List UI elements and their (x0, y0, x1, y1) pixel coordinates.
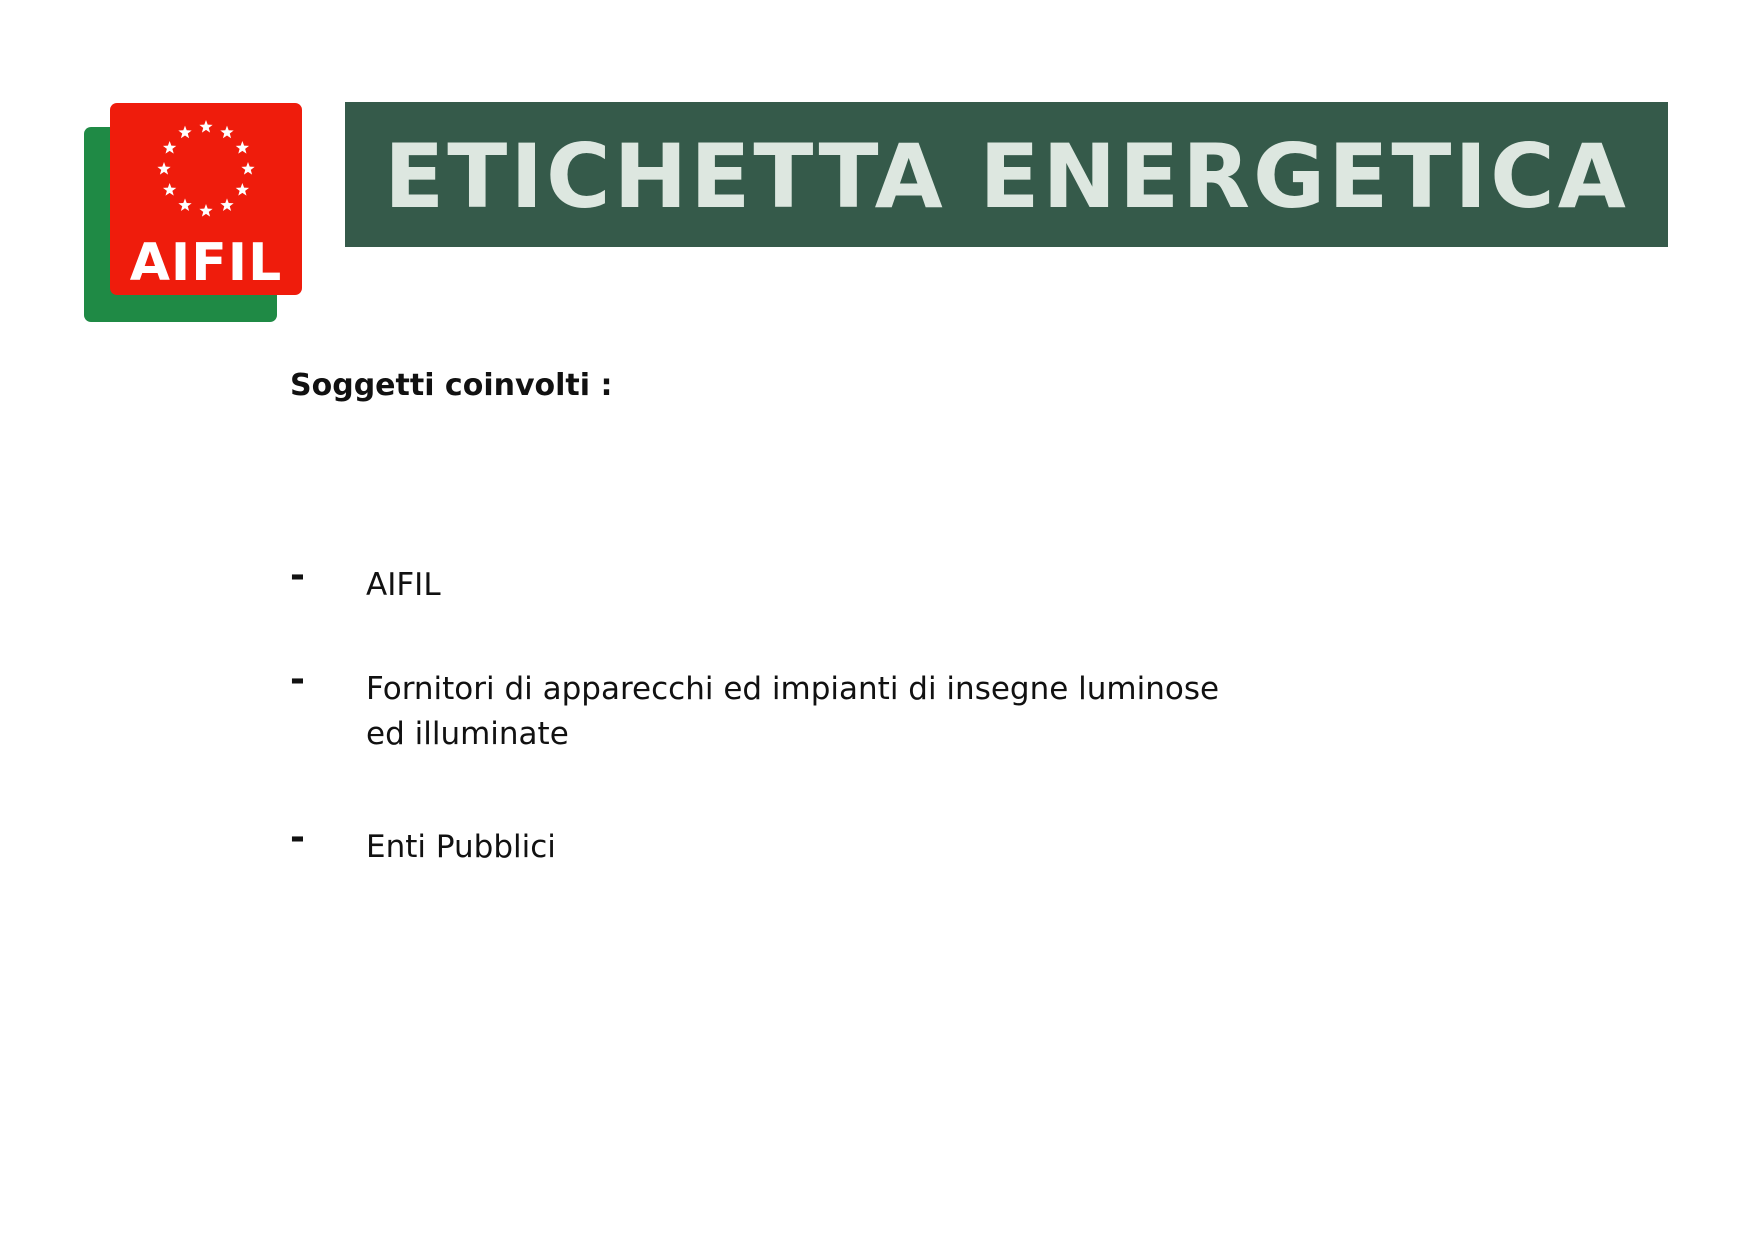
star-icon (241, 162, 254, 175)
eu-stars-icon (110, 103, 302, 295)
list-item-text: Fornitori di apparecchi ed impianti di insegne luminose ed illuminate (366, 671, 1220, 752)
logo-wordmark: AIFIL (129, 233, 283, 293)
star-icon (157, 162, 170, 175)
list-bullet: - (290, 555, 305, 596)
list-item-text: Enti Pubblici (366, 829, 556, 865)
logo-red-plate (110, 103, 302, 295)
star-icon (178, 126, 191, 139)
star-icon (220, 126, 233, 139)
star-icon (163, 183, 176, 196)
list-bullet: - (290, 659, 305, 700)
star-icon (220, 198, 233, 211)
star-icon (199, 204, 212, 217)
section-heading: Soggetti coinvolti : (290, 368, 613, 403)
title-banner (345, 102, 1668, 247)
star-icon (178, 198, 191, 211)
star-icon (236, 141, 249, 154)
banner-title: ETICHETTA ENERGETICA (384, 124, 1629, 228)
star-icon (199, 120, 212, 133)
list-bullet: - (290, 817, 305, 858)
aifil-logo (84, 103, 302, 321)
list-item-text: AIFIL (366, 567, 441, 603)
star-icon (163, 141, 176, 154)
star-icon (236, 183, 249, 196)
